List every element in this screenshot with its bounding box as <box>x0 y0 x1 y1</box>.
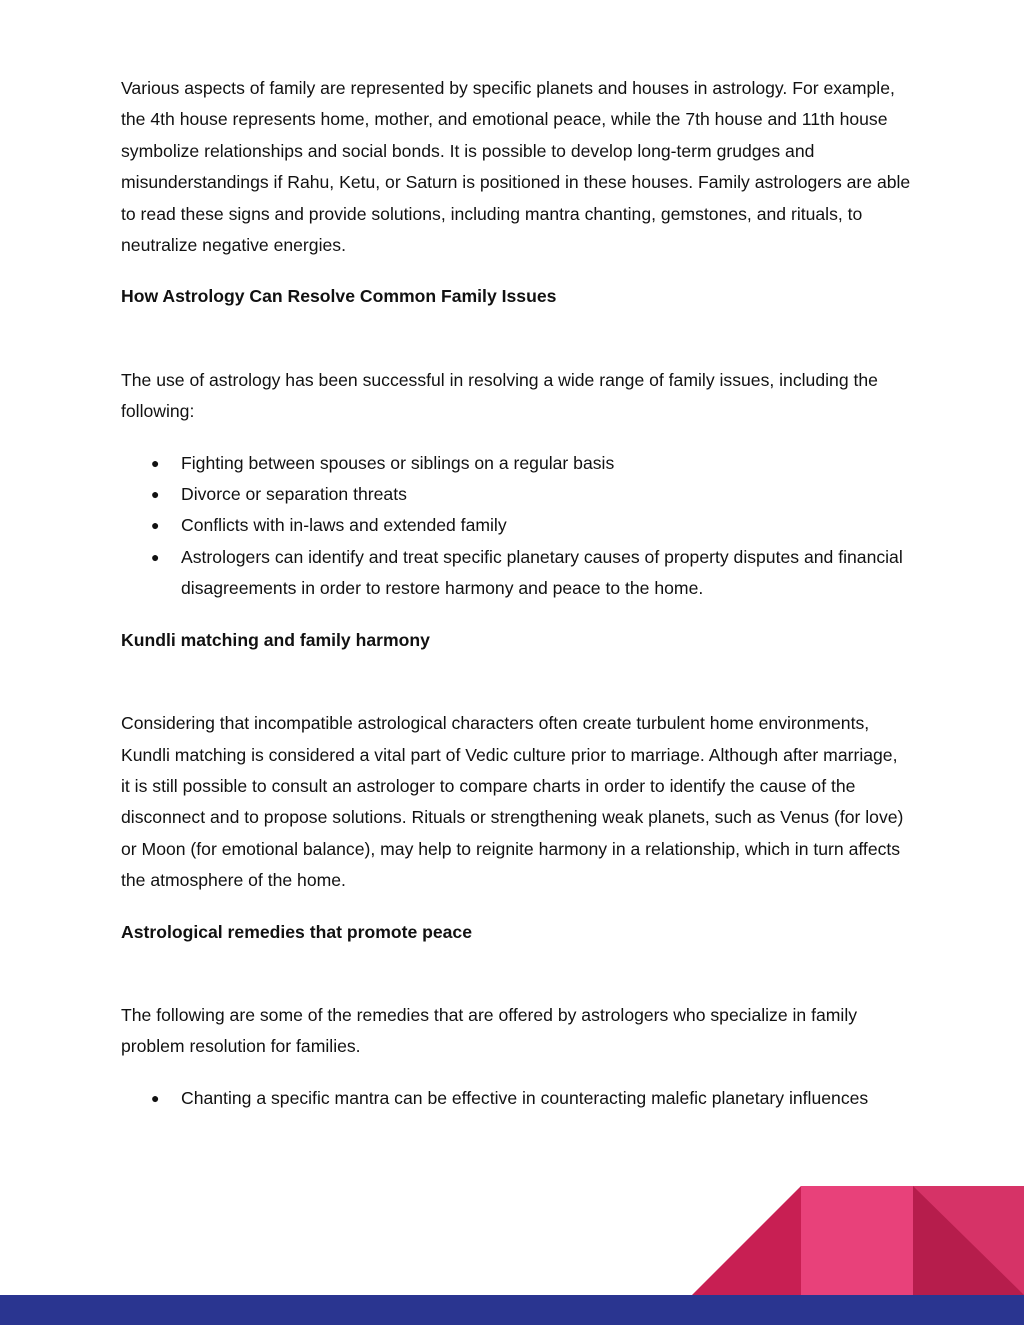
decor-triangle-crimson <box>692 1186 801 1295</box>
document-body <box>121 73 911 1114</box>
intro-paragraph: Various aspects of family are represented by specific planets and houses in astrology. For example, the 4th house represents home, mother, and emotional peace, while the 7th house and 11th house symbolize relationships and social bonds. It is possible to develop long-term grudges and misunderstandings if Rahu, Ketu, or Saturn is positioned in these houses. Family astrologers are able to read these signs and provide solutions, including mantra chanting, gemstones, and rituals, to neutralize negative energies. <box>121 78 911 256</box>
bullet-icon: ● <box>151 548 160 565</box>
list-item <box>121 510 911 541</box>
section-paragraph-kundli-matching: Considering that incompatible astrological characters often create turbulent home environments, Kundli matching is considered a vital part of Vedic culture prior to marriage. Although after marriage, it is still possible to consult an astrologer to compare charts in order to identify the cause of the disconnect and to propose solutions. Rituals or strengthening weak planets, such as Venus (for love) or Moon (for emotional balance), may help to reignite harmony in a relationship, which in turn affects the atmosphere of the home. <box>121 713 904 891</box>
list-item-text: Astrologers can identify and treat specific planetary causes of property disputes and financial disagreements in order to restore harmony and peace to the home. <box>181 546 903 599</box>
bullet-icon: ● <box>151 486 160 503</box>
section-heading-remedies: Astrological remedies that promote peace <box>121 921 472 942</box>
decor-triangle-light <box>913 1186 1024 1295</box>
section-heading-kundli-matching: Kundli matching and family harmony <box>121 629 430 650</box>
decor-block-dark <box>913 1186 1024 1295</box>
section-heading-family-issues: How Astrology Can Resolve Common Family Issues <box>121 286 557 307</box>
list-item <box>121 1083 911 1114</box>
section-paragraph-family-issues: The use of astrology has been successful in resolving a wide range of family issues, including the following: <box>121 369 878 422</box>
list-item-text: Conflicts with in-laws and extended family <box>181 515 507 536</box>
footer-bar <box>0 1295 1024 1325</box>
family-issues-list <box>121 448 911 605</box>
list-item <box>121 542 911 605</box>
list-item-text: Fighting between spouses or siblings on a regular basis <box>181 452 615 473</box>
list-item-text: Chanting a specific mantra can be effective in counteracting malefic planetary influences <box>181 1087 869 1108</box>
bullet-icon: ● <box>151 517 160 534</box>
section-paragraph-remedies: The following are some of the remedies that are offered by astrologers who specialize in family problem resolution for families. <box>121 1004 858 1057</box>
bullet-icon: ● <box>151 454 160 471</box>
list-item-text: Divorce or separation threats <box>181 484 407 505</box>
bullet-icon: ● <box>151 1089 160 1106</box>
list-item <box>121 448 911 479</box>
remedies-list <box>121 1083 911 1114</box>
list-item <box>121 479 911 510</box>
decor-block-pink <box>801 1186 913 1295</box>
